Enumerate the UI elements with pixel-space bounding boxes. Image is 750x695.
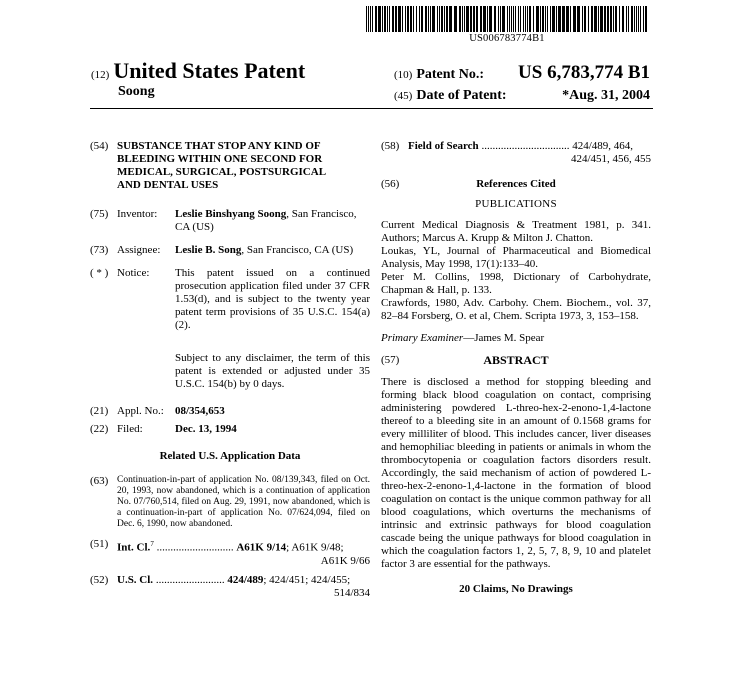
barcode-bar (419, 6, 420, 32)
barcode-bar (439, 6, 440, 32)
barcode-bar (466, 6, 469, 32)
appl-entry (90, 405, 370, 418)
patent-id-block (394, 62, 650, 104)
abstract-heading-row (381, 354, 651, 367)
barcode-bar (387, 6, 388, 32)
barcode-bar (542, 6, 544, 32)
barcode-bar (645, 6, 647, 32)
barcode-bar (533, 6, 534, 32)
abstract-heading: ABSTRACT (483, 353, 549, 367)
examiner-label: Primary Examiner (381, 332, 464, 344)
barcode-bar (483, 6, 486, 32)
barcode-bar (626, 6, 627, 32)
inventor-label: Inventor: (117, 208, 158, 220)
examiner-line (381, 332, 651, 345)
barcode-bar (375, 6, 377, 32)
assignee-name: Leslie B. Song (175, 244, 242, 256)
barcode-bar (464, 6, 465, 32)
uscl-leader: ......................... (153, 573, 228, 586)
barcode-bar (368, 6, 369, 32)
uscl-main: 424/489 (227, 573, 264, 586)
intcl-edition: 7 (150, 540, 154, 548)
intcl-leader: ............................ (153, 541, 237, 554)
barcode-bar (449, 6, 452, 32)
code-56: (56) (381, 178, 400, 190)
barcode-bar (604, 6, 606, 32)
code-51: (51) (90, 538, 109, 550)
barcode-bar (540, 6, 541, 32)
code-63: (63) (90, 475, 109, 487)
barcode-bar (573, 6, 576, 32)
inventor-entry (90, 208, 370, 234)
barcode-bar (613, 6, 614, 32)
barcode-bar (366, 6, 367, 32)
barcode-bar (584, 6, 586, 32)
uscl-line2: 514/834 (333, 586, 370, 599)
barcode-bar (425, 6, 427, 32)
barcode-bar (570, 6, 571, 32)
continuation-text: Continuation-in-part of application No. 08/139,343, filed on Oct. 20, 1993, now abandoned, which is a continuation of application No. 07/760,514, filed on Aug. 29, 1991, now abandoned, which is a continuation-in-part of application No. 07/624,094, filed on Dec. 6, 1990, now abandoned. (117, 475, 370, 529)
intcl-entry (90, 538, 370, 568)
search-value-2: 424/451, 456, 455 (570, 153, 651, 165)
barcode (366, 6, 648, 32)
barcode-bar (392, 6, 394, 32)
code-57: (57) (381, 354, 400, 366)
barcode-bar (494, 6, 496, 32)
barcode-bar (398, 6, 401, 32)
patent-date: *Aug. 31, 2004 (562, 88, 650, 103)
barcode-bar (515, 6, 516, 32)
barcode-bar (509, 6, 510, 32)
barcode-bar (610, 6, 612, 32)
uscl-label: U.S. Cl. (117, 573, 154, 586)
inventor-name: Leslie Binshyang Soong (175, 208, 287, 220)
notice-text-2: Subject to any disclaimer, the term of this patent is extended or adjusted under 35 U.S.C. 154(b) by 0 days. (175, 352, 370, 390)
publications-list (381, 219, 651, 323)
invention-title: SUBSTANCE THAT STOP ANY KIND OF BLEEDING WITHIN ONE SECOND FOR MEDICAL, SURGICAL, POSTSURGICAL AND DENTAL USES (117, 140, 326, 191)
publication-item: Peter M. Collins, 1998, Dictionary of Carbohydrate, Chapman & Hall, p. 133. (381, 271, 651, 296)
assignee-entry (90, 244, 370, 257)
code-73: (73) (90, 244, 109, 256)
barcode-bar (529, 6, 531, 32)
barcode-bar (520, 6, 521, 32)
code-75: (75) (90, 208, 109, 220)
barcode-bar (594, 6, 597, 32)
assignee-location: , San Francisco, CA (US) (241, 244, 354, 256)
barcode-bar (430, 6, 431, 32)
filed-entry (90, 423, 370, 436)
barcode-bar (487, 6, 488, 32)
barcode-bar (402, 6, 403, 32)
barcode-bar (628, 6, 629, 32)
barcode-bar (372, 6, 373, 32)
assignee-label: Assignee: (117, 244, 161, 256)
barcode-bar (378, 6, 381, 32)
refs-entry (381, 178, 651, 191)
barcode-bar (562, 6, 565, 32)
search-value-1: 424/489, 464, (572, 140, 633, 152)
publication-item: Current Medical Diagnosis & Treatment 1981, p. 341. Authors; Marcus A. Krupp & Milton J. Chatton. (381, 219, 651, 244)
header-divider (90, 108, 653, 109)
inventor-surname: Soong (118, 84, 155, 99)
barcode-bar (523, 6, 524, 32)
notice-entry (90, 267, 370, 391)
code-58: (58) (381, 140, 400, 152)
barcode-bar (421, 6, 423, 32)
search-entry (381, 140, 651, 166)
patent-no-label: Patent No.: (416, 67, 484, 82)
barcode-bar (502, 6, 505, 32)
barcode-bar (619, 6, 620, 32)
barcode-bar (444, 6, 445, 32)
uscl-entry (90, 574, 370, 600)
barcode-bar (498, 6, 499, 32)
search-label: Field of Search (408, 140, 479, 152)
right-column (381, 140, 651, 596)
barcode-bar (550, 6, 551, 32)
patent-type-heading (91, 58, 305, 84)
barcode-bar (382, 6, 383, 32)
intcl-label: Int. Cl. (117, 541, 151, 554)
abstract-text: There is disclosed a method for stopping bleeding and forming black blood coagulation on contact, comprising administering powdered L-threo-hex-2-enono-1,4-lactone thereof to a bleeding site in an amount of 0.1568 grams for every milliliter of blood. This includes cancer, liver diseases and hemophiliac bleeding in patients or animals in whom the thrombocytopenia or coagulation factors disorders result. Accordingly, the said mechanism of action of powdered L-threo-hex-2-enono-1,4-lactone in the formation of blood coagulation on contact is the unique common pathway for all blood coagulations, which overturns the mechanisms of intrinsic and extrinsic pathways for blood coagulation cascade being the unique pathways for blood coagulation in which the coagulation factors 1, 2, 5, 7, 8, 9, 10 and platelet factor 3 are essential for the pathways. (381, 376, 651, 570)
barcode-bar (631, 6, 633, 32)
barcode-bar (622, 6, 624, 32)
uscl-rest: ; 424/451; 424/455; (263, 573, 351, 586)
publication-item: Loukas, YL, Journal of Pharmaceutical and Biomedical Analysis, May 1998, 17(1):133–40. (381, 245, 651, 270)
doc-type-title: United States Patent (113, 58, 306, 83)
barcode-bar (416, 6, 417, 32)
code-45: (45) (394, 90, 413, 102)
appl-number: 08/354,653 (175, 405, 225, 417)
barcode-bar (591, 6, 593, 32)
barcode-bar (407, 6, 409, 32)
barcode-bar (476, 6, 478, 32)
barcode-bar (480, 6, 482, 32)
barcode-bar (410, 6, 412, 32)
barcode-bar (454, 6, 457, 32)
code-54: (54) (90, 140, 109, 152)
barcode-bar (384, 6, 386, 32)
barcode-bar (598, 6, 599, 32)
left-column (90, 140, 370, 600)
barcode-bar (511, 6, 512, 32)
barcode-bar (489, 6, 492, 32)
patent-number: US 6,783,774 B1 (518, 62, 650, 83)
search-leader: ................................ (478, 140, 573, 152)
date-label: Date of Patent: (416, 88, 507, 103)
barcode-bar (473, 6, 475, 32)
intcl-line2: A61K 9/66 (320, 554, 370, 567)
code-52: (52) (90, 573, 109, 586)
barcode-bar (547, 6, 548, 32)
barcode-bar (566, 6, 569, 32)
barcode-bar (500, 6, 501, 32)
continuation-entry (90, 475, 370, 530)
filed-date: Dec. 13, 1994 (175, 423, 237, 435)
intcl-main: A61K 9/14 (236, 541, 287, 554)
barcode-bar (600, 6, 603, 32)
barcode-bar (432, 6, 435, 32)
barcode-bar (577, 6, 580, 32)
barcode-bar (643, 6, 644, 32)
barcode-number: US006783774B1 (469, 33, 545, 44)
examiner-name: —James M. Spear (463, 332, 545, 344)
intcl-rest: ; A61K 9/48; (286, 541, 344, 554)
barcode-bar (395, 6, 397, 32)
barcode-bar (525, 6, 526, 32)
notice-label: Notice: (117, 267, 150, 279)
code-22: (22) (90, 423, 109, 435)
barcode-bar (513, 6, 514, 32)
title-entry (90, 140, 370, 192)
barcode-bar (462, 6, 463, 32)
barcode-bar (558, 6, 561, 32)
barcode-bar (459, 6, 461, 32)
barcode-bar (615, 6, 617, 32)
barcode-bar (582, 6, 583, 32)
notice-text-1: This patent issued on a continued prosecution application filed under 37 CFR 1.53(d), and is subject to the twenty year patent term provisions of 35 U.S.C. 154(a)(2). (175, 267, 370, 331)
filed-label: Filed: (117, 423, 143, 435)
barcode-bar (437, 6, 438, 32)
barcode-bar (536, 6, 539, 32)
barcode-bar (636, 6, 637, 32)
barcode-bar (470, 6, 472, 32)
publication-item: Crawfords, 1980, Adv. Carbohy. Chem. Biochem., vol. 37, 82–84 Forsberg, O. et al, Chem. Scripta 1973, 3, 153–158. (381, 297, 651, 322)
patent-number-row (394, 62, 650, 84)
barcode-bar (405, 6, 406, 32)
code-10: (10) (394, 69, 413, 81)
barcode-bar (552, 6, 555, 32)
barcode-bar (545, 6, 546, 32)
code-21: (21) (90, 405, 109, 417)
claims-summary: 20 Claims, No Drawings (459, 583, 573, 595)
barcode-bar (640, 6, 641, 32)
barcode-bar (556, 6, 557, 32)
barcode-bar (370, 6, 371, 32)
barcode-bar (634, 6, 635, 32)
code-notice: ( * ) (90, 267, 109, 279)
barcode-bar (507, 6, 508, 32)
code-12: (12) (91, 69, 110, 81)
barcode-bar (389, 6, 390, 32)
barcode-bar (588, 6, 589, 32)
appl-label: Appl. No.: (117, 405, 164, 417)
barcode-bar (446, 6, 448, 32)
refs-heading: References Cited (476, 178, 556, 190)
publications-heading: PUBLICATIONS (475, 198, 557, 210)
related-heading: Related U.S. Application Data (159, 450, 301, 462)
inventor-location: , San Francisco, CA (US) (175, 208, 357, 233)
barcode-bar (607, 6, 609, 32)
barcode-bar (527, 6, 528, 32)
barcode-bar (441, 6, 443, 32)
barcode-bar (638, 6, 639, 32)
patent-date-row (394, 86, 650, 104)
barcode-bar (518, 6, 519, 32)
barcode-bar (428, 6, 429, 32)
barcode-bar (413, 6, 414, 32)
